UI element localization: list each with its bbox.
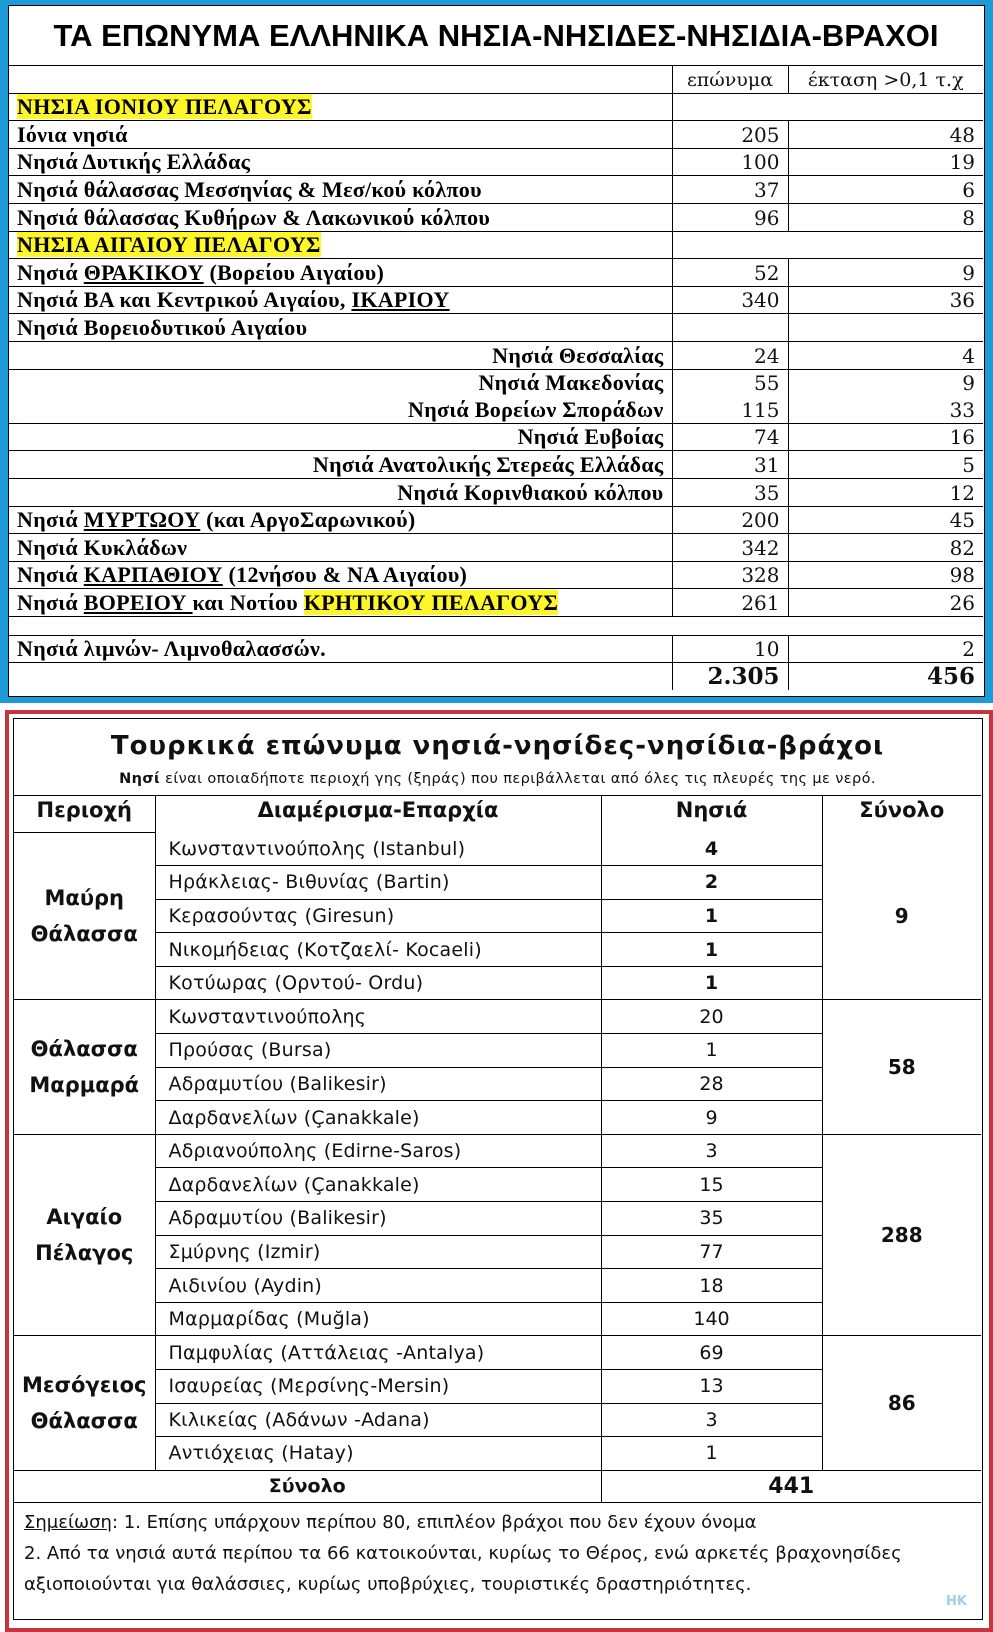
named-count: 24 xyxy=(672,341,788,369)
note-heading: Σημείωση xyxy=(24,1511,112,1533)
row-label: Νησιά Κορινθιακού κόλπου xyxy=(9,478,672,506)
table-row xyxy=(9,423,983,451)
region-cell xyxy=(14,833,155,1000)
island-count: 15 xyxy=(601,1168,822,1202)
island-count: 1 xyxy=(601,899,822,933)
island-count: 20 xyxy=(601,1000,822,1034)
island-count: 1 xyxy=(601,1034,822,1068)
area-count: 36 xyxy=(788,286,983,314)
province-name: Ισαυρείας (Μερσίνης-Mersin) xyxy=(155,1370,601,1404)
total-row xyxy=(9,663,983,690)
table-row xyxy=(9,534,983,562)
area-count: 6 xyxy=(788,176,983,204)
named-count: 205 xyxy=(672,121,788,149)
province-name: Σμύρνης (Izmir) xyxy=(155,1235,601,1269)
column-header-row xyxy=(14,796,981,833)
table-row xyxy=(9,314,983,342)
label-suffix: (Βορείου Αιγαίου) xyxy=(203,259,385,285)
greek-islands-table xyxy=(9,6,983,690)
turkish-islands-table-container xyxy=(13,718,983,1620)
label-highlight: ΚΡΗΤΙΚΟΥ ΠΕΛΑΓΟΥΣ xyxy=(303,589,559,615)
region-name-line-2: Μαρμαρά xyxy=(29,1073,140,1098)
header-named: επώνυμα xyxy=(672,66,788,94)
row-label xyxy=(9,259,672,287)
header-area: έκταση >0,1 τ.χ xyxy=(788,66,983,94)
island-count: 13 xyxy=(601,1370,822,1404)
row-label xyxy=(9,561,672,589)
spacer-row xyxy=(9,616,983,635)
table-row xyxy=(9,341,983,369)
region-name-line-2: Πέλαγος xyxy=(35,1241,134,1266)
island-count: 1 xyxy=(601,966,822,1000)
greek-table-title: ΤΑ ΕΠΩΝΥΜΑ ΕΛΛΗΝΙΚΑ ΝΗΣΙΑ-ΝΗΣΙΔΕΣ-ΝΗΣΙΔΙΑ-ΒΡΑΧΟΙ xyxy=(9,6,983,66)
named-count: 37 xyxy=(672,176,788,204)
table-row xyxy=(9,635,983,663)
named-count: 100 xyxy=(672,148,788,176)
table-row xyxy=(9,203,983,231)
table-row xyxy=(9,369,983,396)
row-label: Νησιά Βορειοδυτικού Αιγαίου xyxy=(9,314,672,342)
row-label: Νησιά θάλασσας Μεσσηνίας & Μεσ/κού κόλπου xyxy=(9,176,672,204)
group-sum: 288 xyxy=(822,1134,981,1336)
island-count: 18 xyxy=(601,1269,822,1303)
label-prefix: Νησιά xyxy=(17,259,84,285)
region-name-line-1: Μαύρη xyxy=(44,886,124,911)
area-count: 9 xyxy=(788,259,983,287)
province-name: Παμφυλίας (Αττάλειας -Antalya) xyxy=(155,1336,601,1370)
label-prefix: Νησιά xyxy=(17,507,84,533)
row-label: Νησιά Βορείων Σποράδων xyxy=(9,396,672,423)
area-count: 4 xyxy=(788,341,983,369)
province-name: Αδριανούπολης (Edirne-Saros) xyxy=(155,1134,601,1168)
row-label: Ιόνια νησιά xyxy=(9,121,672,149)
region-name-line-1: Θάλασσα xyxy=(30,1037,138,1062)
area-count: 19 xyxy=(788,148,983,176)
group-sum: 9 xyxy=(822,833,981,1000)
island-count: 4 xyxy=(601,833,822,866)
table-row xyxy=(9,396,983,423)
title-cell xyxy=(14,719,981,796)
island-count: 1 xyxy=(601,933,822,967)
table-row xyxy=(9,451,983,479)
region-cell xyxy=(14,1134,155,1336)
region-name-line-2: Θάλασσα xyxy=(30,1409,138,1434)
table-row xyxy=(9,478,983,506)
section-aegean-label: ΝΗΣΙΑ ΑΙΓΑΙΟΥ ΠΕΛΑΓΟΥΣ xyxy=(17,232,321,258)
label-emphasis: ΒΟΡΕΙΟΥ xyxy=(83,589,193,615)
notes-row xyxy=(14,1502,981,1617)
area-count: 5 xyxy=(788,451,983,479)
named-count: 35 xyxy=(672,478,788,506)
province-name: Κερασούντας (Giresun) xyxy=(155,899,601,933)
region-cell xyxy=(14,1000,155,1134)
table-row xyxy=(9,259,983,287)
header-region: Περιοχή xyxy=(14,796,155,833)
column-header-row xyxy=(9,66,983,94)
area-empty xyxy=(788,314,983,342)
island-count: 2 xyxy=(601,866,822,900)
header-sum: Σύνολο xyxy=(822,796,981,833)
area-count: 48 xyxy=(788,121,983,149)
island-count: 69 xyxy=(601,1336,822,1370)
label-suffix: (και ΑργοΣαρωνικού) xyxy=(200,507,416,533)
total-row xyxy=(14,1470,981,1502)
greek-islands-table-container xyxy=(8,5,985,697)
row-label: Νησιά Κυκλάδων xyxy=(9,534,672,562)
area-count: 2 xyxy=(788,635,983,663)
title-row xyxy=(14,719,981,796)
row-label xyxy=(9,286,672,314)
named-count: 342 xyxy=(672,534,788,562)
area-count: 16 xyxy=(788,423,983,451)
total-label: Σύνολο xyxy=(14,1470,601,1502)
row-label: Νησιά Ευβοίας xyxy=(9,423,672,451)
island-count: 3 xyxy=(601,1403,822,1437)
area-count: 45 xyxy=(788,506,983,534)
island-count: 140 xyxy=(601,1302,822,1336)
province-name: Δαρδανελίων (Çanakkale) xyxy=(155,1168,601,1202)
island-count: 3 xyxy=(601,1134,822,1168)
province-name: Ηράκλειας- Βιθυνίας (Bartin) xyxy=(155,866,601,900)
province-name: Κιλικείας (Αδάνων -Adana) xyxy=(155,1403,601,1437)
area-count: 33 xyxy=(788,396,983,423)
note-line-3: αξιοποιούνται για θαλάσσιες, κυρίως υποβρύχιες, τουριστικές δραστηριότητες. xyxy=(24,1573,752,1595)
table-row xyxy=(9,121,983,149)
table-row xyxy=(14,833,981,866)
row-label: Νησιά Θεσσαλίας xyxy=(9,341,672,369)
province-name: Δαρδανελίων (Çanakkale) xyxy=(155,1101,601,1135)
label-emphasis: ΘΡΑΚΙΚΟΥ xyxy=(83,259,204,285)
table-row xyxy=(9,176,983,204)
definition-text: είναι οποιαδήποτε περιοχή γης (ξηράς) που περιβάλλεται από όλες τις πλευρές της με νερό. xyxy=(160,771,876,787)
named-count: 10 xyxy=(672,635,788,663)
definition-term: Νησί xyxy=(119,771,161,787)
province-name: Κωνσταντινούπολης (Istanbul) xyxy=(155,833,601,866)
greek-islands-frame xyxy=(0,0,993,703)
named-count: 31 xyxy=(672,451,788,479)
notes-cell xyxy=(14,1502,981,1617)
note-text-1: : 1. Επίσης υπάρχουν περίπου 80, επιπλέον βράχοι που δεν έχουν όνομα xyxy=(111,1511,757,1533)
island-count: 35 xyxy=(601,1202,822,1236)
header-empty xyxy=(9,66,672,94)
label-prefix: Νησιά ΒΑ και Κεντρικού Αιγαίου, xyxy=(17,287,352,313)
label-prefix: Νησιά xyxy=(17,562,84,588)
island-count: 1 xyxy=(601,1437,822,1471)
area-count: 98 xyxy=(788,561,983,589)
total-named: 2.305 xyxy=(672,663,788,690)
province-name: Αδραμυτίου (Balikesir) xyxy=(155,1067,601,1101)
region-name-line-1: Αιγαίο xyxy=(46,1205,123,1230)
turkish-table-body xyxy=(14,796,981,1471)
named-count: 115 xyxy=(672,396,788,423)
row-label: Νησιά Μακεδονίας xyxy=(9,369,672,396)
province-name: Αδραμυτίου (Balikesir) xyxy=(155,1202,601,1236)
section-aegean-empty xyxy=(672,231,983,259)
table-row xyxy=(14,1134,981,1168)
label-prefix: Νησιά xyxy=(17,589,84,615)
named-count: 200 xyxy=(672,506,788,534)
province-name: Κοτύωρας (Ορντού- Ordu) xyxy=(155,966,601,1000)
total-empty xyxy=(9,663,672,690)
region-cell xyxy=(14,1336,155,1470)
named-count: 55 xyxy=(672,369,788,396)
named-count: 340 xyxy=(672,286,788,314)
area-count: 82 xyxy=(788,534,983,562)
group-sum: 86 xyxy=(822,1336,981,1470)
area-count: 8 xyxy=(788,203,983,231)
named-count: 96 xyxy=(672,203,788,231)
turkish-islands-table xyxy=(14,719,981,1617)
total-value: 441 xyxy=(601,1470,981,1502)
label-emphasis: ΚΑΡΠΑΘΙΟΥ xyxy=(83,562,223,588)
title-row xyxy=(9,6,983,66)
named-count: 52 xyxy=(672,259,788,287)
table-row xyxy=(9,561,983,589)
section-row-aegean xyxy=(9,231,983,259)
watermark: HK xyxy=(946,1593,968,1609)
area-count: 26 xyxy=(788,589,983,617)
section-ionian-label: ΝΗΣΙΑ ΙΟΝΙΟΥ ΠΕΛΑΓΟΥΣ xyxy=(17,94,312,120)
label-middle: και Νοτίου xyxy=(192,589,304,615)
row-label: Νησιά Ανατολικής Στερεάς Ελλάδας xyxy=(9,451,672,479)
named-count: 261 xyxy=(672,589,788,617)
province-name: Προύσας (Bursa) xyxy=(155,1034,601,1068)
island-definition xyxy=(14,771,981,787)
island-count: 9 xyxy=(601,1101,822,1135)
header-islands: Νησιά xyxy=(601,796,822,833)
table-row xyxy=(9,589,983,617)
turkish-table-title: Τουρκικά επώνυμα νησιά-νησίδες-νησίδια-βράχοι xyxy=(110,731,885,761)
section-row-ionian xyxy=(9,93,983,121)
row-label: Νησιά θάλασσας Κυθήρων & Λακωνικού κόλπου xyxy=(9,203,672,231)
turkish-islands-frame xyxy=(5,710,993,1632)
table-row xyxy=(9,506,983,534)
province-name: Κωνσταντινούπολης xyxy=(155,1000,601,1034)
table-row xyxy=(9,286,983,314)
row-label xyxy=(9,589,672,617)
row-label xyxy=(9,506,672,534)
table-row xyxy=(14,1336,981,1370)
island-count: 28 xyxy=(601,1067,822,1101)
named-empty xyxy=(672,314,788,342)
note-line-2: 2. Από τα νησιά αυτά περίπου τα 66 κατοικούνται, κυρίως το Θέρος, ενώ αρκετές βραχονησίδες xyxy=(24,1542,902,1564)
island-count: 77 xyxy=(601,1235,822,1269)
label-suffix: (12νήσου & ΝΑ Αιγαίου) xyxy=(222,562,468,588)
named-count: 328 xyxy=(672,561,788,589)
note-line-1 xyxy=(24,1507,971,1538)
row-label: Νησιά λιμνών- Λιμνοθαλασσών. xyxy=(9,635,672,663)
spacer-cell xyxy=(9,616,983,635)
table-row xyxy=(9,148,983,176)
region-name-line-2: Θάλασσα xyxy=(30,922,138,947)
row-label: Νησιά Δυτικής Ελλάδας xyxy=(9,148,672,176)
section-ionian-empty xyxy=(672,93,983,121)
header-province: Διαμέρισμα-Επαρχία xyxy=(155,796,601,833)
province-name: Αντιόχειας (Hatay) xyxy=(155,1437,601,1471)
label-emphasis: ΙΚΑΡΙΟΥ xyxy=(351,287,450,313)
region-name-line-1: Μεσόγειος xyxy=(22,1373,147,1398)
total-area: 456 xyxy=(788,663,983,690)
named-count: 74 xyxy=(672,423,788,451)
group-sum: 58 xyxy=(822,1000,981,1134)
province-name: Αιδινίου (Aydin) xyxy=(155,1269,601,1303)
area-count: 12 xyxy=(788,478,983,506)
province-name: Νικομήδειας (Κοτζαελί- Kocaeli) xyxy=(155,933,601,967)
area-count: 9 xyxy=(788,369,983,396)
table-row xyxy=(14,1000,981,1034)
label-emphasis: ΜΥΡΤΩΟΥ xyxy=(83,507,201,533)
province-name: Μαρμαρίδας (Muğla) xyxy=(155,1302,601,1336)
